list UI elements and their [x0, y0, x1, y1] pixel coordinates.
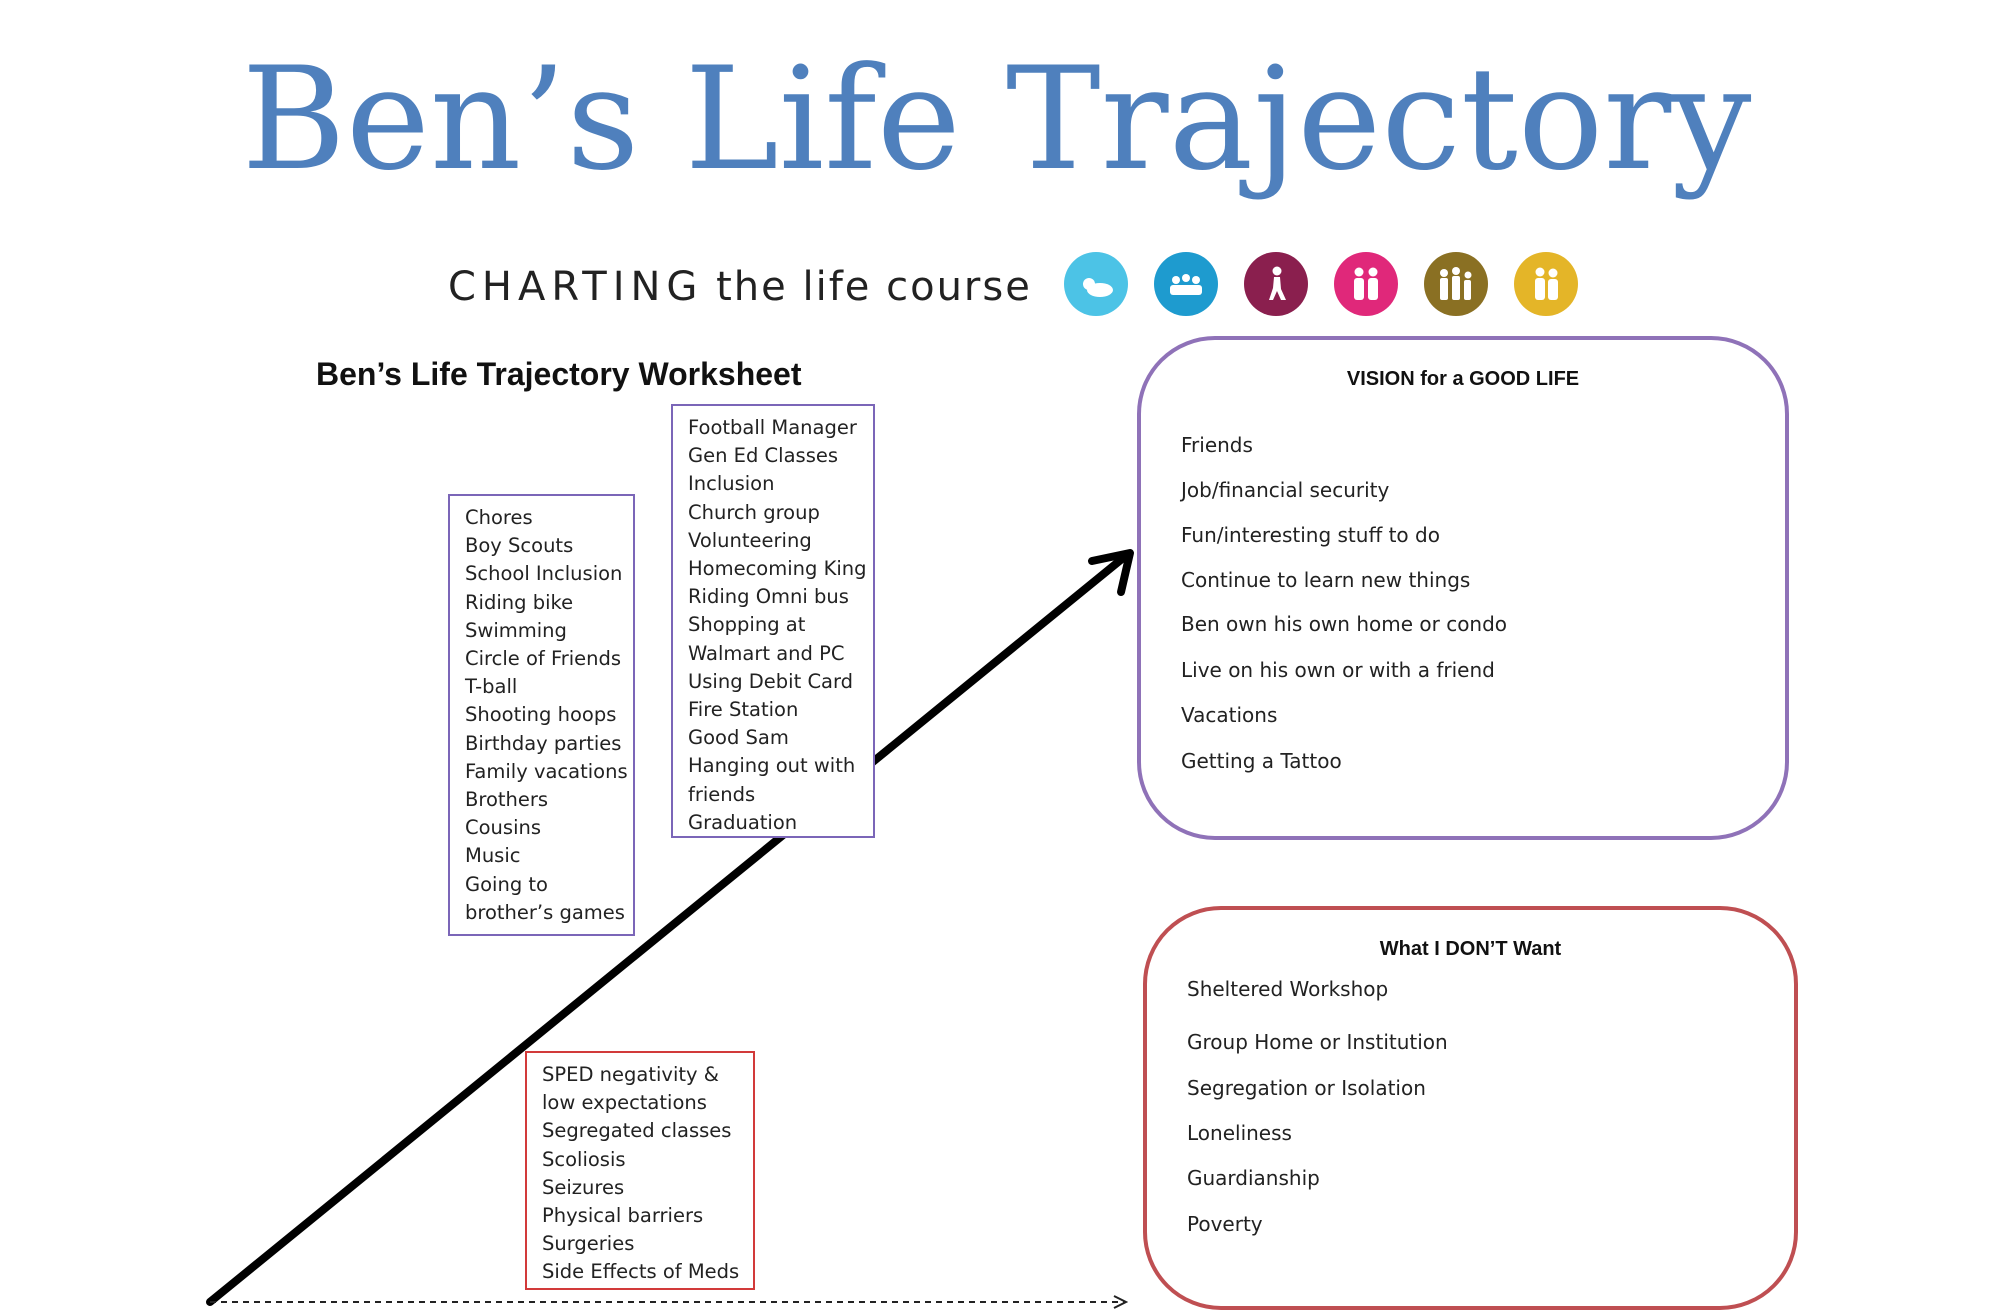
- panel-item: Guardianship: [1187, 1166, 1320, 1190]
- list-item: Going to: [465, 872, 548, 896]
- list-item: Shooting hoops: [465, 703, 617, 727]
- list-item: Shopping at: [688, 613, 806, 637]
- list-item: SPED negativity &: [542, 1063, 719, 1086]
- worksheet-title: Ben’s Life Trajectory Worksheet: [316, 356, 802, 392]
- list-item: Seizures: [542, 1175, 625, 1199]
- vision-title: VISION for a GOOD LIFE: [1346, 368, 1580, 390]
- panel-item: Job/financial security: [1181, 478, 1390, 502]
- panel-item: Live on his own or with a friend: [1181, 658, 1495, 682]
- panel-item: Poverty: [1187, 1212, 1263, 1236]
- list-item: Surgeries: [542, 1232, 635, 1256]
- list-item: Gen Ed Classes: [688, 444, 839, 468]
- list-item: Segregated classes: [542, 1119, 732, 1143]
- panel-item: Getting a Tattoo: [1181, 749, 1342, 773]
- list-item: Graduation: [688, 810, 798, 834]
- panel-item: Vacations: [1181, 703, 1278, 727]
- panel-item: Friends: [1181, 433, 1253, 457]
- list-item: brother’s games: [465, 900, 625, 924]
- panel-item: Segregation or Isolation: [1187, 1076, 1426, 1100]
- panel-item: Group Home or Institution: [1187, 1030, 1448, 1054]
- childhood-experiences-box: [448, 494, 635, 936]
- list-item: Homecoming King: [688, 557, 867, 581]
- panel-item: Sheltered Workshop: [1187, 977, 1389, 1001]
- list-item: School Inclusion: [465, 562, 623, 586]
- brand-rest: the life course: [716, 264, 1032, 310]
- barriers-box: [525, 1051, 755, 1290]
- list-item: Church group: [688, 500, 820, 524]
- list-item: Swimming: [465, 618, 567, 642]
- list-item: Boy Scouts: [465, 534, 574, 558]
- list-item: Hanging out with: [688, 754, 856, 778]
- list-item: Inclusion: [688, 472, 775, 496]
- list-item: Music: [465, 844, 521, 868]
- list-item: T-ball: [465, 675, 518, 699]
- list-item: low expectations: [542, 1091, 707, 1115]
- panel-item: Continue to learn new things: [1181, 568, 1471, 592]
- list-item: Walmart and PC: [688, 641, 845, 665]
- list-item: Fire Station: [688, 698, 799, 722]
- list-item: Football Manager: [688, 416, 857, 439]
- panel-item: Ben own his own home or condo: [1181, 612, 1508, 636]
- list-item: Side Effects of Meds: [542, 1260, 740, 1284]
- list-item: friends: [688, 782, 756, 806]
- vision-good-life-panel: [1137, 336, 1789, 840]
- panel-item: Loneliness: [1187, 1121, 1292, 1145]
- list-item: Volunteering: [688, 528, 812, 552]
- dont-want-panel: [1143, 906, 1798, 1310]
- list-item: Cousins: [465, 816, 542, 840]
- brand-caps: CHARTING: [448, 264, 704, 310]
- panel-item: Fun/interesting stuff to do: [1181, 523, 1440, 547]
- list-item: Circle of Friends: [465, 647, 622, 671]
- list-item: Family vacations: [465, 759, 628, 783]
- list-item: Riding bike: [465, 590, 574, 614]
- list-item: Birthday parties: [465, 731, 622, 755]
- list-item: Brothers: [465, 788, 549, 812]
- list-item: Using Debit Card: [688, 669, 854, 693]
- teen-experiences-box: [671, 404, 875, 838]
- list-item: Good Sam: [688, 726, 789, 750]
- list-item: Scoliosis: [542, 1147, 626, 1171]
- dont-want-title: What I DON’T Want: [1379, 938, 1562, 960]
- page-title: Ben’s Life Trajectory: [241, 37, 1752, 202]
- list-item: Physical barriers: [542, 1204, 704, 1228]
- list-item: Riding Omni bus: [688, 585, 849, 609]
- list-item: Chores: [465, 506, 533, 529]
